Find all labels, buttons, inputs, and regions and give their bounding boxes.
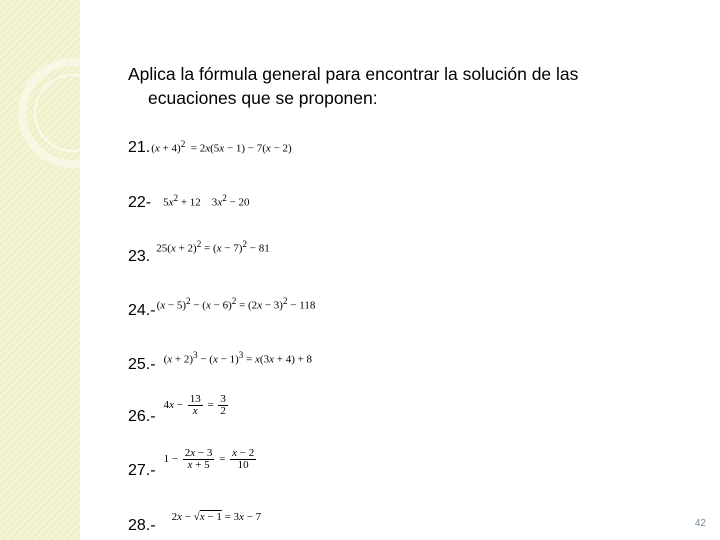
exercise-number: 27.- [128, 462, 156, 479]
page-number: 42 [694, 518, 706, 529]
exercise-number: 25.- [128, 356, 156, 373]
exercise-21 [128, 136, 292, 162]
decorative-side-band [0, 0, 80, 540]
exercise-26 [128, 393, 230, 432]
exercise-27 [128, 447, 258, 486]
exercise-number: 21. [128, 139, 151, 156]
exercise-24 [128, 296, 316, 326]
exercise-number: 24.- [128, 302, 156, 319]
equation-image: $25(x + 2)^2 = (x - 7)^2 - 81$ [156, 239, 270, 255]
exercise-23 [128, 239, 270, 272]
exercise-number: 28.- [128, 517, 156, 534]
equation-image: $(x + 4)^2 = 2x(5x - 1) - 7(x - 2)$ [151, 139, 292, 155]
equation-image: $5x^2 + 12$ $3x^2 - 20$ [163, 193, 250, 209]
equation-image: $(x + 2)^3 - (x - 1)^3 = x(3x + 4) + 8$ [163, 350, 313, 366]
exercise-number: 22- [128, 194, 152, 211]
exercise-22 [128, 192, 250, 218]
equation-image: $(x - 5)^2 - (x - 6)^2 = (2x - 3)^2 - 118$ [156, 296, 316, 312]
exercise-number: 26.- [128, 408, 156, 425]
equation-image: 4x − $\frac{13}{x}$ = $\frac{3}{2}$ [163, 393, 226, 417]
instructions [128, 62, 688, 110]
instructions-line-2: ecuaciones que se proponen: [148, 88, 378, 108]
exercise-28 [128, 511, 262, 540]
instructions-line-1: Aplica la fórmula general para encontrar la solución de las [128, 64, 579, 84]
equation-image: 1 − $\frac{2x - 3}{x + 5}$ = $\frac{x - 2}{10}$ [163, 447, 255, 471]
exercise-number: 23. [128, 248, 151, 265]
equation-image: 2x − √x − 1 = 3x − 7 [171, 511, 262, 523]
exercise-25 [128, 350, 313, 380]
